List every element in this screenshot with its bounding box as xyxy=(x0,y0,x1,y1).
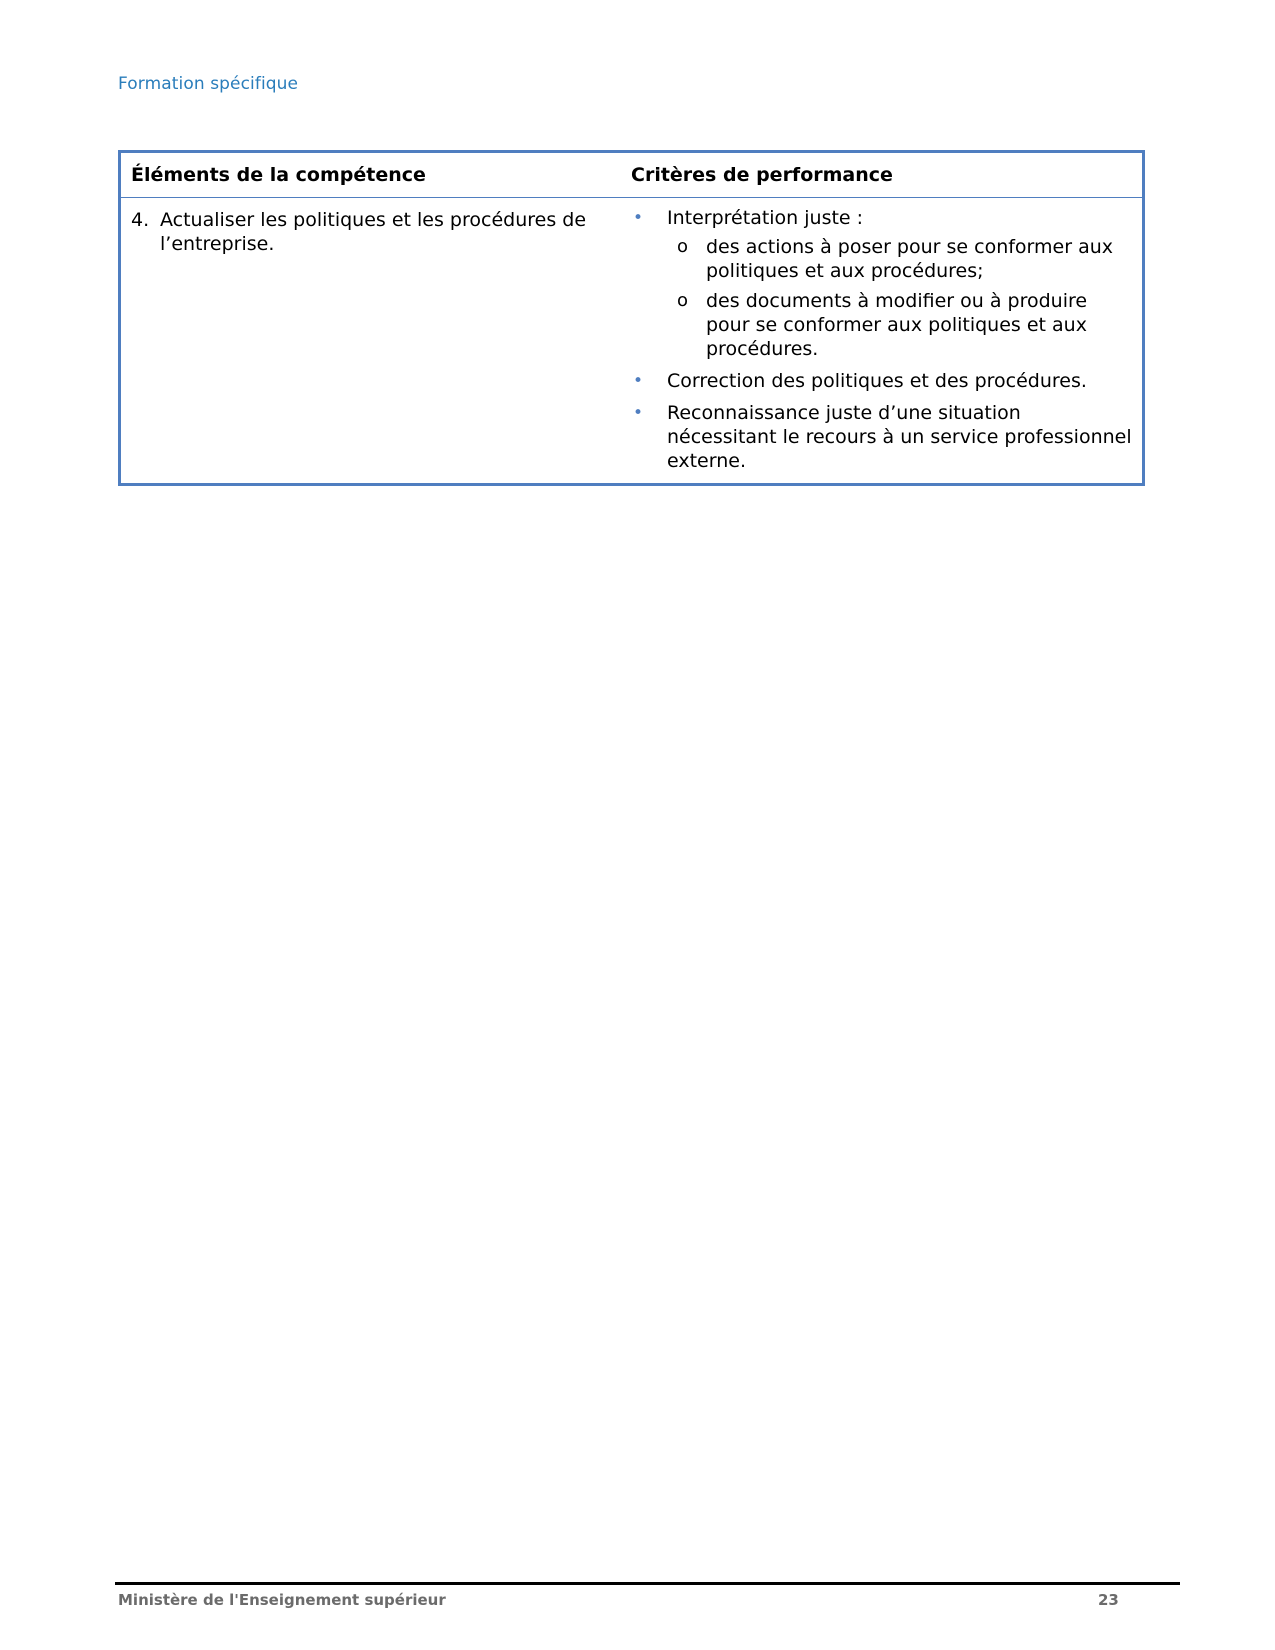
element-item xyxy=(131,206,631,256)
running-header: Formation spécifique xyxy=(118,74,299,94)
bullet-icon: • xyxy=(633,208,644,228)
table-row xyxy=(121,198,1142,483)
page-number: 23 xyxy=(1098,1591,1119,1609)
footer-divider xyxy=(115,1582,1180,1585)
column-header-criteria: Critères de performance xyxy=(631,164,893,186)
sub-bullet-icon: o xyxy=(677,236,689,257)
sub-criterion-text: des documents à modifier ou à produire pour se conformer aux politiques et aux procédures. xyxy=(706,290,1088,360)
criterion-text: Interprétation juste : xyxy=(667,207,864,229)
element-text: Actualiser les politiques et les procédures de l’entreprise. xyxy=(160,209,587,255)
criterion-item xyxy=(631,401,1134,473)
sub-criterion-item xyxy=(667,235,1134,283)
element-number: 4. xyxy=(131,209,150,231)
sub-criterion-text: des actions à poser pour se conformer aux politiques et aux procédures; xyxy=(706,236,1114,282)
criteria-list xyxy=(631,206,1134,473)
criterion-item xyxy=(631,206,1134,361)
criteria-cell xyxy=(631,206,1142,473)
criterion-item xyxy=(631,369,1134,393)
sub-criteria-list xyxy=(667,235,1134,361)
table-header-row xyxy=(121,153,1142,198)
bullet-icon: • xyxy=(633,371,644,391)
criterion-text: Correction des politiques et des procédures. xyxy=(667,370,1087,392)
sub-bullet-icon: o xyxy=(677,290,689,311)
column-header-elements: Éléments de la compétence xyxy=(131,164,426,186)
competence-table xyxy=(118,150,1145,486)
elements-cell xyxy=(121,206,631,473)
sub-criterion-item xyxy=(667,289,1134,361)
footer-ministry: Ministère de l'Enseignement supérieur xyxy=(118,1591,446,1609)
bullet-icon: • xyxy=(633,403,644,423)
criterion-text: Reconnaissance juste d’une situation nécessitant le recours à un service professionnel externe. xyxy=(667,402,1132,472)
